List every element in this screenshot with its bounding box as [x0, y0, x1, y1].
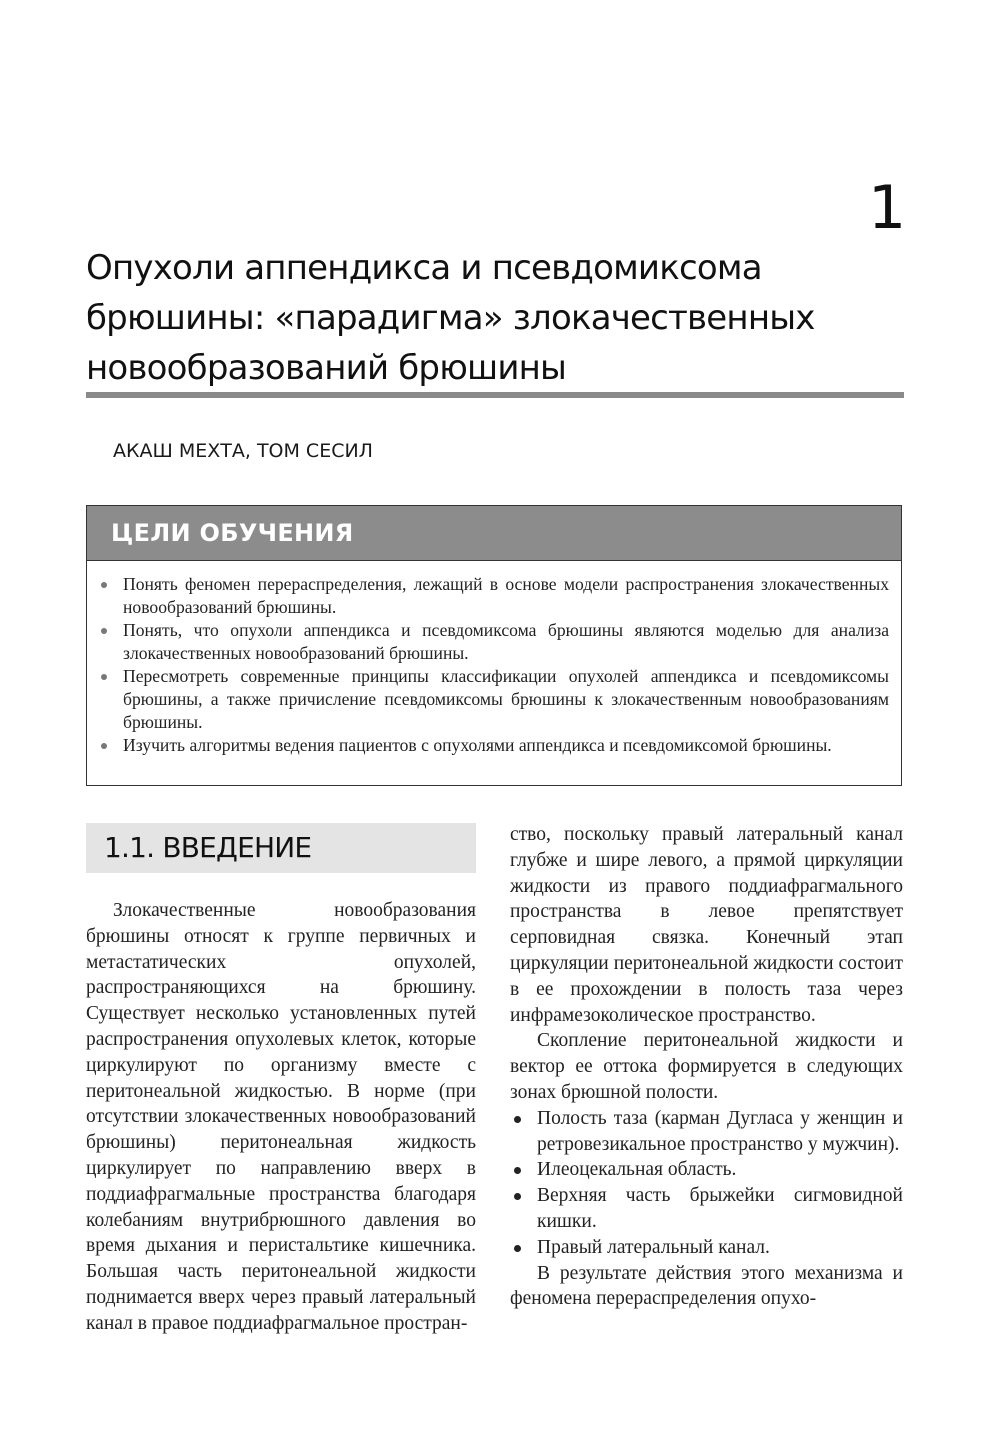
objective-text: Пересмотреть современные принципы классификации опухолей аппендикса и псевдомиксомы брюшины, а также причисление псевдомиксомы брюшины к злокачественным новообразованиям брюшины.	[123, 666, 889, 732]
objective-text: Понять феномен перераспределения, лежащий в основе модели распространения злокачественных новообразований брюшины.	[123, 574, 889, 617]
section-heading: 1.1. ВВЕДЕНИЕ	[104, 831, 312, 864]
learning-objectives-title: ЦЕЛИ ОБУЧЕНИЯ	[111, 519, 354, 547]
bullet-icon	[514, 1193, 521, 1200]
body-column-left	[86, 898, 476, 1337]
bullet-icon	[514, 1167, 521, 1174]
bullet-icon	[101, 582, 107, 588]
objective-text: Понять, что опухоли аппендикса и псевдомиксома брюшины являются моделью для анализа злокачественных новообразований брюшины.	[123, 620, 889, 663]
body-paragraph: Злокачественные новообразования брюшины относят к группе первичных и метастатических опухолей, распространяющихся на брюшину. Существует несколько установленных путей распространения опухолевых клеток, которые циркулируют по организму вместе с перитонеальной жидкостью. В норме (при отсутствии злокачественных новообразований брюшины) перитонеальная жидкость циркулирует по направлению вверх в поддиафрагмальные пространства благодаря колебаниям внутрибрюшного давления во время дыхания и перистальтике кишечника. Большая часть перитонеальной жидкости поднимается вверх через правый латеральный канал в правое поддиафрагмальное простран-	[86, 900, 476, 1334]
learning-objectives-list	[87, 561, 901, 757]
learning-objectives-header	[87, 506, 901, 561]
chapter-title-line: брюшины: «парадигма» злокачественных	[86, 298, 815, 338]
body-bullet-list	[510, 1106, 903, 1261]
body-paragraph-continuation: ство, поскольку правый латеральный канал глубже и шире левого, а прямой циркуляции жидкости из правого поддиафрагмального пространства в левое препятствует серповидная связка. Конечный этап циркуляции перитонеальной жидкости состоит в ее прохождении в полость таза через инфрамезоколическое пространство.	[510, 824, 903, 1026]
title-divider	[86, 392, 904, 398]
learning-objectives-box	[86, 505, 902, 786]
list-item-text: Правый латеральный канал.	[537, 1236, 770, 1258]
bullet-icon	[101, 628, 107, 634]
chapter-title-line: новообразований брюшины	[86, 348, 567, 388]
list-item-text: Илеоцекальная область.	[537, 1159, 737, 1181]
chapter-authors: АКАШ МЕХТА, ТОМ СЕСИЛ	[113, 440, 373, 462]
section-heading-bar	[86, 823, 476, 873]
body-column-right	[510, 822, 903, 1312]
body-paragraph: В результате действия этого механизма и феномена перераспределения опухо-	[510, 1262, 903, 1310]
chapter-number: 1	[868, 173, 907, 243]
bullet-icon	[514, 1245, 521, 1252]
list-item-text: Полость таза (карман Дугласа у женщин и ретровезикальное пространство у мужчин).	[537, 1107, 903, 1155]
list-item	[510, 1157, 903, 1183]
bullet-icon	[101, 743, 107, 749]
objective-text: Изучить алгоритмы ведения пациентов с опухолями аппендикса и псевдомиксомой брюшины.	[123, 735, 832, 755]
bullet-icon	[514, 1116, 521, 1123]
chapter-title-line: Опухоли аппендикса и псевдомиксома	[86, 248, 762, 288]
objective-item	[87, 619, 889, 665]
objective-item	[87, 573, 889, 619]
list-item	[510, 1183, 903, 1235]
chapter-title	[86, 243, 926, 393]
body-paragraph: Скопление перитонеальной жидкости и вектор ее оттока формируется в следующих зонах брюшной полости.	[510, 1030, 903, 1103]
list-item	[510, 1106, 903, 1158]
bullet-icon	[101, 674, 107, 680]
objective-item	[87, 734, 889, 757]
list-item-text: Верхняя часть брыжейки сигмовидной кишки.	[537, 1185, 903, 1232]
objective-item	[87, 665, 889, 734]
list-item	[510, 1235, 903, 1261]
